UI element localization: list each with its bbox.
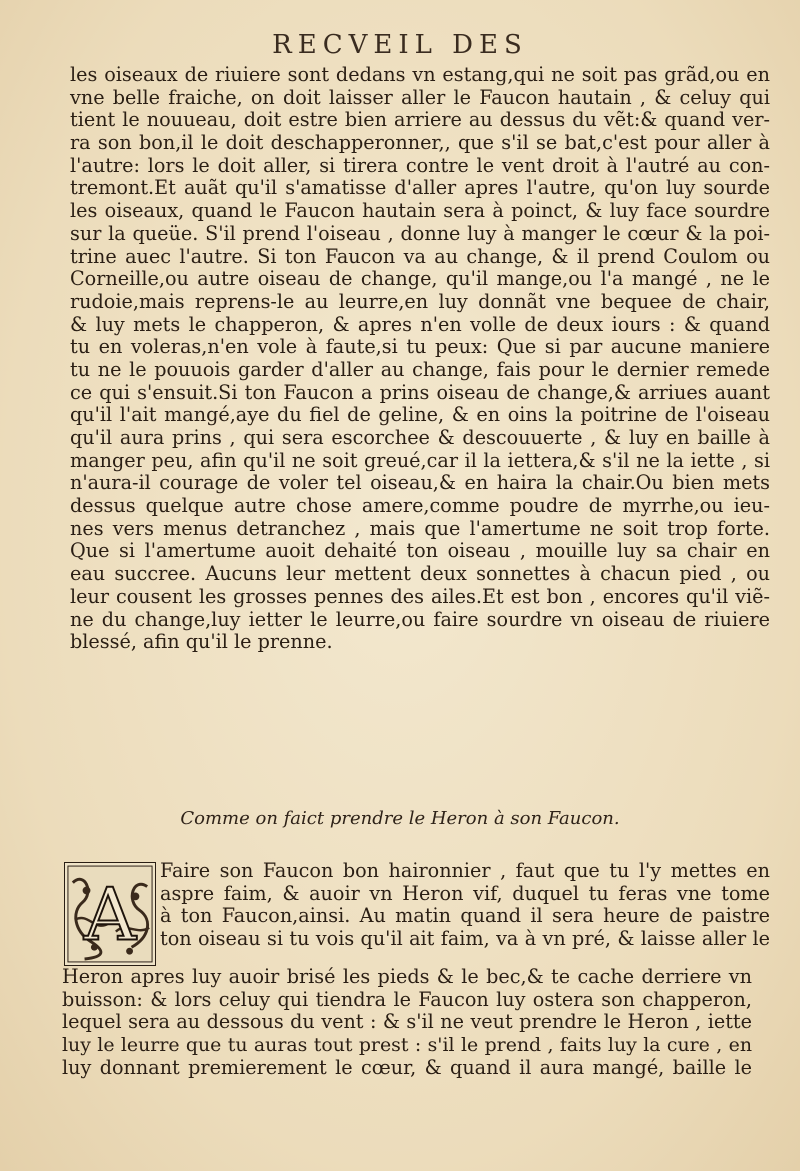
- decorated-initial: [64, 862, 156, 966]
- text-line: tient le nouueau, doit estre bien arriere au dessus du vẽt:& quand ver-: [70, 108, 770, 132]
- text-line: luy donnant premierement le cœur, & quand il aura mangé, baille le: [62, 1055, 752, 1079]
- chapter-title: Comme on faict prendre le Heron à son Faucon.: [180, 808, 620, 829]
- running-head: RECVEIL DES: [272, 30, 528, 60]
- text-line: vne belle fraiche, on doit laisser aller le Faucon hautain , & celuy qui: [70, 85, 770, 109]
- text-line: Faire son Faucon bon haironnier , faut que tu l'y mettes en: [160, 859, 770, 882]
- text-line: n'aura-il courage de voler tel oiseau,& en haira la chair.Ou bien mets: [70, 471, 770, 495]
- text-line: ce qui s'ensuit.Si ton Faucon a prins oiseau de change,& arriues auant: [70, 380, 770, 404]
- text-line: leur cousent les grosses pennes des ailes.Et est bon , encores qu'il viẽ-: [70, 584, 770, 608]
- text-line: aspre faim, & auoir vn Heron vif, duquel tu feras vne tome: [160, 881, 770, 905]
- text-line: nes vers menus detranchez , mais que l'amertume ne soit trop forte.: [70, 516, 770, 540]
- text-line: tu ne le pouuois garder d'aller au change, fais pour le dernier remede: [70, 357, 770, 381]
- text-line: Heron apres luy auoir brisé les pieds & le bec,& te cache derriere vn: [62, 965, 752, 988]
- svg-text:A: A: [83, 873, 137, 958]
- text-line: Corneille,ou autre oiseau de change, qu'il mange,ou l'a mangé , ne le: [70, 267, 770, 291]
- text-line: & luy mets le chapperon, & apres n'en volle de deux iours : & quand: [70, 312, 770, 336]
- text-line: ton oiseau si tu vois qu'il ait faim, va à vn pré, & laisse aller le: [160, 927, 770, 951]
- text-line: dessus quelque autre chose amere,comme poudre de myrrhe,ou ieu-: [70, 494, 770, 518]
- text-line: l'autre: lors le doit aller, si tirera contre le vent droit à l'autré au con-: [70, 153, 770, 177]
- text-line: tu en voleras,n'en vole à faute,si tu peux: Que si par aucune maniere: [70, 335, 770, 359]
- paragraph-falconry-river-birds: [70, 64, 770, 654]
- text-line: à ton Faucon,ainsi. Au matin quand il sera heure de paistre: [160, 904, 770, 928]
- paragraph-heron-continued: [62, 966, 752, 1079]
- text-line: qu'il l'ait mangé,aye du fiel de geline, & en oins la poitrine de l'oiseau: [70, 403, 770, 427]
- text-line: manger peu, afin qu'il ne soit greué,car il la iettera,& s'il ne la iette , si: [70, 448, 770, 472]
- text-line: luy le leurre que tu auras tout prest : s'il le prend , faits luy la cure , en: [62, 1034, 752, 1057]
- text-line: les oiseaux, quand le Faucon hautain sera à poinct, & luy face sourdre: [70, 199, 770, 223]
- text-line: Que si l'amertume auoit dehaité ton oiseau , mouille luy sa chair en: [70, 539, 770, 563]
- decorated-initial-icon: [65, 863, 155, 965]
- text-line: lequel sera au dessous du vent : & s'il ne veut prendre le Heron , iette: [62, 1010, 752, 1034]
- text-line: sur la queüe. S'il prend l'oiseau , donne luy à manger le cœur & la poi-: [70, 221, 770, 245]
- paragraph-heron-beside-initial: [160, 860, 770, 951]
- text-line: ne du change,luy ietter le leurre,ou faire sourdre vn oiseau de riuiere: [70, 607, 770, 631]
- text-line: ra son bon,il le doit deschapperonner,, que s'il se bat,c'est pour aller à: [70, 131, 770, 155]
- text-line: eau succree. Aucuns leur mettent deux sonnettes à chacun pied , ou: [70, 562, 770, 586]
- text-line: les oiseaux de riuiere sont dedans vn estang,qui ne soit pas grãd,ou en: [70, 63, 770, 86]
- text-line: rudoie,mais reprens-le au leurre,en luy donnãt vne bequee de chair,: [70, 289, 770, 313]
- text-line: blessé, afin qu'il le prenne.: [70, 630, 333, 654]
- text-line: buisson: & lors celuy qui tiendra le Faucon luy ostera son chapperon,: [62, 987, 752, 1011]
- text-line: tremont.Et auãt qu'il s'amatisse d'aller apres l'autre, qu'on luy sourde: [70, 176, 770, 200]
- text-line: qu'il aura prins , qui sera escorchee & descouuerte , & luy en baille à: [70, 426, 770, 449]
- text-line: trine auec l'autre. Si ton Faucon va au change, & il prend Coulom ou: [70, 244, 770, 268]
